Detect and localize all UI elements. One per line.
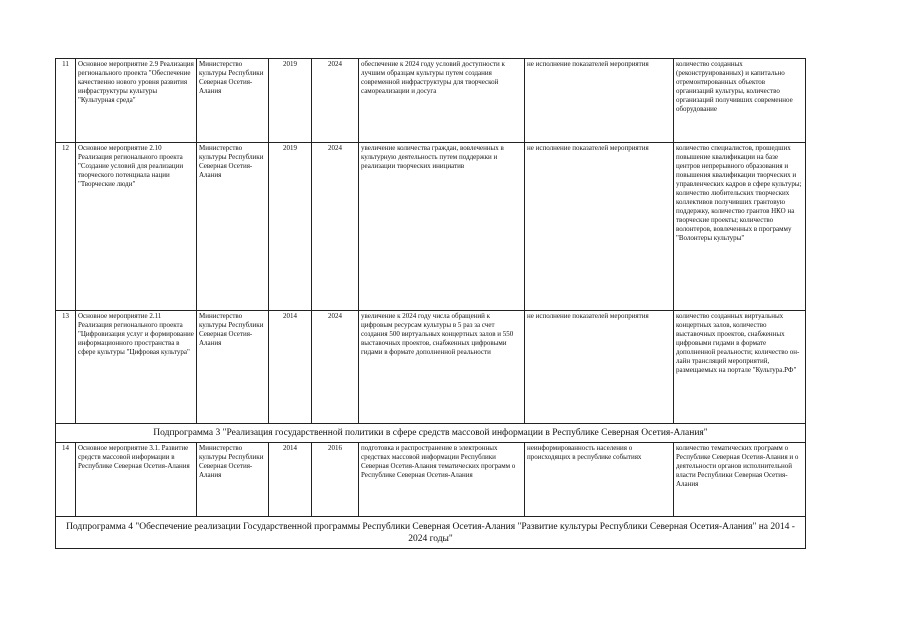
- indicator: количество созданных виртуальных концертных залов, количество выставочных проектов, снабженных цифровыми гидами в формате дополненной реальности; количество он-лайн трансляций мероприятий, размещаемых на портале "Культура.РФ": [674, 311, 806, 424]
- end-year: 2016: [312, 443, 359, 517]
- row-number: 12: [56, 143, 76, 311]
- table-row: [56, 311, 806, 424]
- table-row: [56, 59, 806, 143]
- subprogram-4-row: [56, 517, 806, 549]
- event-name: Основное мероприятие 3.1. Развитие средств массовой информации в Республике Северная Осетия-Алания: [76, 443, 197, 517]
- indicator: количество тематических программ о Республике Северная Осетия-Алания и о деятельности органов исполнительной власти Республики Северная Осетия-Алания: [674, 443, 806, 517]
- end-year: 2024: [312, 143, 359, 311]
- program-table: [55, 58, 806, 549]
- risk: не исполнение показателей мероприятия: [525, 311, 674, 424]
- expected-result: подготовка и распространение в электронных средствах массовой информации Республики Северная Осетия-Алания тематических программ о Республике Северная Осетия-Алания: [359, 443, 525, 517]
- table-row: [56, 143, 806, 311]
- indicator: количество специалистов, прошедших повышение квалификации на базе центров непрерывного образования и повышения квалификации творческих и управленческих кадров в сфере культуры; количество любительских творческих коллективов получивших грантовую поддержку, количество грантов НКО на творческие проекты; количество волонтеров, вовлеченных в программу "Волонтеры культуры": [674, 143, 806, 311]
- executor: Министерство культуры Республики Северная Осетия-Алания: [197, 143, 269, 311]
- event-name: Основное мероприятие 2.11 Реализация регионального проекта "Цифровизация услуг и формирование информационного пространства в сфере культуры "Цифровая культура": [76, 311, 197, 424]
- event-name: Основное мероприятие 2.9 Реализация регионального проекта "Обеспечение качественно нового уровня развития инфраструктуры культуры "Культурная среда": [76, 59, 197, 143]
- start-year: 2014: [269, 311, 312, 424]
- subprogram-3-heading: Подпрограмма 3 "Реализация государственной политики в сфере средств массовой информации в Республике Северная Осетия-Алания": [56, 424, 806, 443]
- start-year: 2014: [269, 443, 312, 517]
- risk: не исполнение показателей мероприятия: [525, 143, 674, 311]
- expected-result: увеличение количества граждан, вовлеченных в культурную деятельность путем поддержки и реализации творческих инициатив: [359, 143, 525, 311]
- subprogram-4-heading: Подпрограмма 4 "Обеспечение реализации Государственной программы Республики Северная Осетия-Алания "Развитие культуры Республики Северная Осетия-Алания" на 2014 - 2024 годы": [56, 517, 806, 549]
- row-number: 14: [56, 443, 76, 517]
- start-year: 2019: [269, 59, 312, 143]
- end-year: 2024: [312, 59, 359, 143]
- end-year: 2024: [312, 311, 359, 424]
- start-year: 2019: [269, 143, 312, 311]
- indicator: количество созданных (реконструированных) и капитально отремонтированных объектов организаций культуры, количество организаций получивших современное оборудование: [674, 59, 806, 143]
- event-name: Основное мероприятие 2.10 Реализация регионального проекта "Создание условий для реализации творческого потенциала нации "Творческие люди": [76, 143, 197, 311]
- row-number: 13: [56, 311, 76, 424]
- row-number: 11: [56, 59, 76, 143]
- table-row: [56, 443, 806, 517]
- subprogram-3-row: [56, 424, 806, 443]
- expected-result: обеспечение к 2024 году условий доступности к лучшим образцам культуры путем создания современной инфраструктуры для творческой самореализации и досуга: [359, 59, 525, 143]
- expected-result: увеличение к 2024 году числа обращений к цифровым ресурсам культуры в 5 раз за счет создания 500 виртуальных концертных залов и 550 выставочных проектов, снабженных цифровыми гидами в формате дополненной реальности: [359, 311, 525, 424]
- risk: неинформированность населения о происходящих в республике событиях: [525, 443, 674, 517]
- executor: Министерство культуры Республики Северная Осетия-Алания: [197, 443, 269, 517]
- executor: Министерство культуры Республики Северная Осетия-Алания: [197, 311, 269, 424]
- risk: не исполнение показателей мероприятия: [525, 59, 674, 143]
- executor: Министерство культуры Республики Северная Осетия-Алания: [197, 59, 269, 143]
